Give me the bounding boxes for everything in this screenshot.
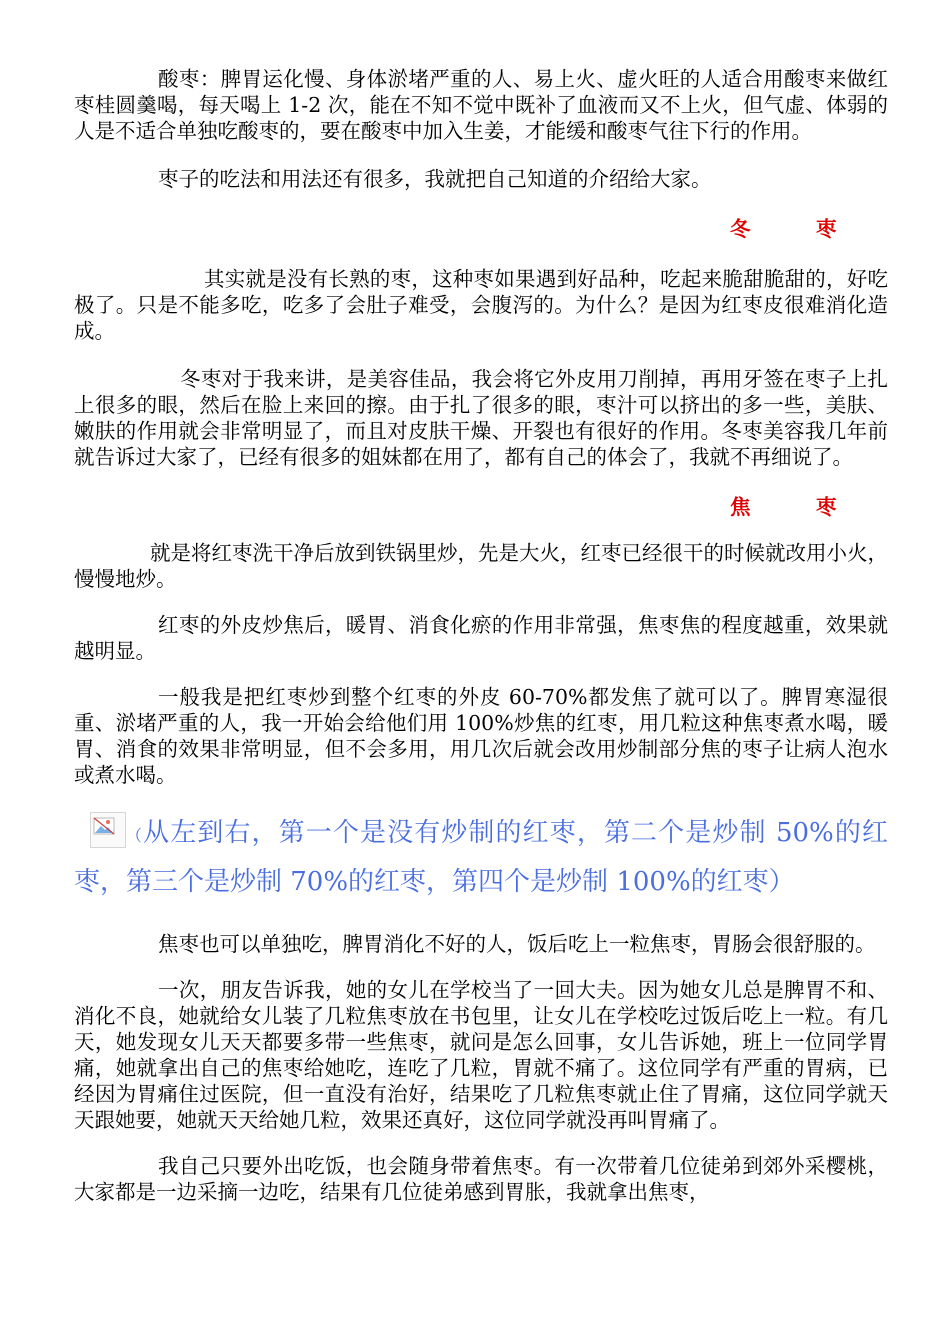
broken-image-icon (90, 812, 126, 848)
heading-dongzao-char2: 枣 (816, 217, 837, 241)
paragraph-jiaozao-degree: 一般我是把红枣炒到整个红枣的外皮 60-70%都发焦了就可以了。脾胃寒湿很重、淤堵严重的人，我一开始会给他们用 100%炒焦的红枣，用几粒这种焦枣煮水喝，暖胃、消食的效果非常明显，但不会多用，用几次后就会改用炒制部分焦的枣子让病人泡水或煮水喝。 (74, 685, 888, 787)
paragraph-cherry-trip: 我自己只要外出吃饭，也会随身带着焦枣。有一次带着几位徒弟到郊外采樱桃，大家都是一边采摘一边吃，结果有几位徒弟感到胃胀，我就拿出焦枣， (74, 1154, 888, 1204)
caption-text: 从左到右，第一个是没有炒制的红枣，第二个是炒制 50%的红枣，第三个是炒制 70%的红枣，第四个是炒制 100%的红枣） (74, 818, 888, 897)
paragraph-intro-more-uses: 枣子的吃法和用法还有很多，我就把自己知道的介绍给大家。 (158, 167, 712, 191)
heading-jiaozao (74, 494, 888, 520)
paragraph-daughter-story: 一次，朋友告诉我，她的女儿在学校当了一回大夫。因为她女儿总是脾胃不和、消化不良，她就给女儿装了几粒焦枣放在书包里，让女儿在学校吃过饭后吃上一粒。有几天，她发现女儿天天都要多带一些焦枣，就问是怎么回事，女儿告诉她，班上一位同学胃痛，她就拿出自己的焦枣给她吃，连吃了几粒，胃就不痛了。这位同学有严重的胃病，已经因为胃痛住过医院，但一直没有治好，结果吃了几粒焦枣就止住了胃痛，这位同学就天天跟她要，她就天天给她几粒，效果还真好，这位同学就没再叫胃痛了。 (74, 978, 888, 1132)
heading-dongzao-char1: 冬 (730, 217, 751, 241)
image-caption-block (74, 810, 888, 905)
paragraph-dongzao-beauty: 冬枣对于我来讲，是美容佳品，我会将它外皮用刀削掉，再用牙签在枣子上扎上很多的眼，然后在脸上来回的擦。由于扎了很多的眼，枣汁可以挤出的多一些，美肤、嫩肤的作用就会非常明显了，而且对皮肤干燥、开裂也有很好的作用。冬枣美容我几年前就告诉过大家了，已经有很多的姐妹都在用了，都有自己的体会了，我就不再细说了。 (74, 367, 888, 469)
heading-jiaozao-char1: 焦 (730, 495, 751, 519)
paragraph-jiaozao-effect: 红枣的外皮炒焦后，暖胃、消食化瘀的作用非常强，焦枣焦的程度越重，效果就越明显。 (74, 613, 888, 663)
paragraph-jiaozao-eat-alone: 焦枣也可以单独吃，脾胃消化不好的人，饭后吃上一粒焦枣，胃肠会很舒服的。 (158, 932, 876, 956)
paragraph-jiaozao-method: 就是将红枣洗干净后放到铁锅里炒，先是大火，红枣已经很干的时候就改用小火，慢慢地炒。 (74, 541, 888, 591)
image-caption (74, 810, 888, 905)
paragraph-dongzao-unripe: 其实就是没有长熟的枣，这种枣如果遇到好品种，吃起来脆甜脆甜的，好吃极了。只是不能多吃，吃多了会肚子难受，会腹泻的。为什么？是因为红枣皮很难消化造成。 (74, 267, 888, 343)
caption-open-paren: （ (126, 826, 144, 845)
heading-dongzao (74, 216, 888, 242)
paragraph-suanzao: 酸枣：脾胃运化慢、身体淤堵严重的人、易上火、虚火旺的人适合用酸枣来做红枣桂圆羹喝，每天喝上 1-2 次，能在不知不觉中既补了血液而又不上火，但气虚、体弱的人是不适合单独吃酸枣的，要在酸枣中加入生姜，才能缓和酸枣气往下行的作用。 (74, 67, 888, 143)
heading-jiaozao-char2: 枣 (816, 495, 837, 519)
document-page (74, 66, 888, 1205)
